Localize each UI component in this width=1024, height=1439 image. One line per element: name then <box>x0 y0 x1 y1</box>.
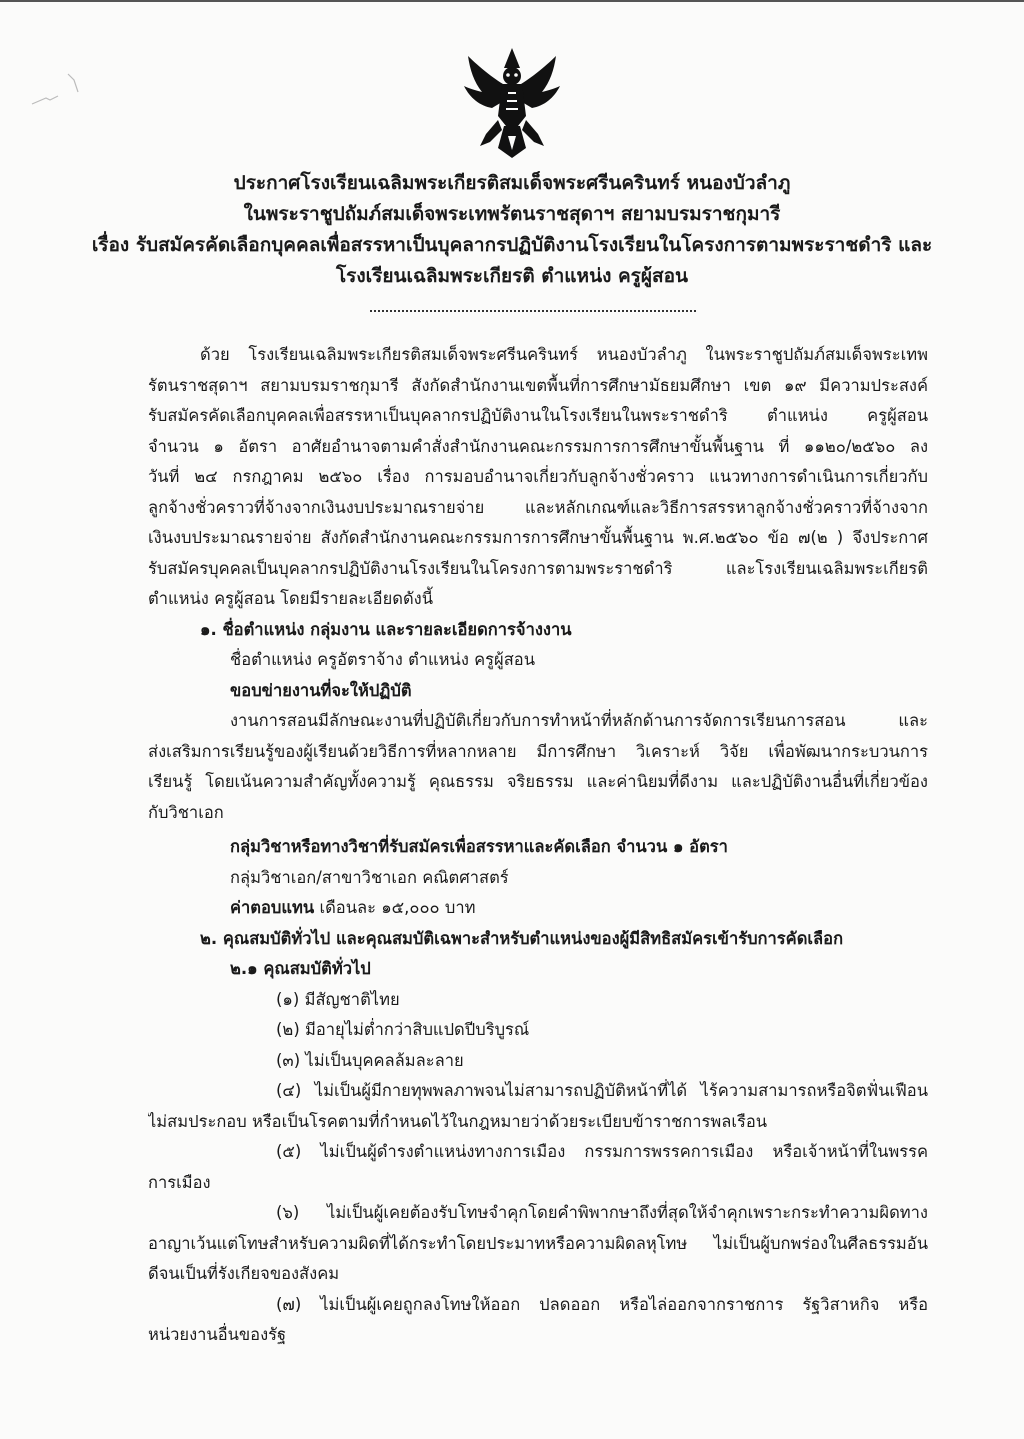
intro-line-7: เงินงบประมาณรายจ่าย สังกัดสำนักงานคณะกรรมการการศึกษาขั้นพื้นฐาน พ.ศ.๒๕๖๐ ข้อ ๗(๒ ) จึงประกาศ <box>148 528 928 547</box>
scope-title: ขอบข่ายงานที่จะให้ปฏิบัติ <box>230 680 412 700</box>
qualification-6-line-1: (๖) ไม่เป็นผู้เคยต้องรับโทษจำคุกโดยคำพิพากษาถึงที่สุดให้จำคุกเพราะกระทำความผิดทาง <box>276 1203 928 1222</box>
section-2-1-title: ๒.๑ คุณสมบัติทั่วไป <box>230 959 371 978</box>
compensation <box>148 893 928 924</box>
scope-line-1: งานการสอนมีลักษณะงานที่ปฏิบัติเกี่ยวกับการทำหน้าที่หลักด้านการจัดการเรียนการสอน และ <box>230 711 928 730</box>
garuda-emblem-icon <box>462 46 562 158</box>
intro-line-2: รัตนราชสุดาฯ สยามบรมราชกุมารี สังกัดสำนักงานเขตพื้นที่การศึกษามัธยมศึกษา เขต ๑๙ มีความประสงค์ <box>148 375 928 395</box>
qualification-7-line-1: (๗) ไม่เป็นผู้เคยถูกลงโทษให้ออก ปลดออก หรือไล่ออกจากราชการ รัฐวิสาหกิจ หรือ <box>276 1294 928 1314</box>
qualification-1: (๑) มีสัญชาติไทย <box>276 989 400 1009</box>
qualification-5-line-1: (๕) ไม่เป็นผู้ดำรงตำแหน่งทางการเมือง กรรมการพรรคการเมือง หรือเจ้าหน้าที่ในพรรค <box>276 1142 928 1161</box>
compensation-value: เดือนละ ๑๕,๐๐๐ บาท <box>314 898 476 917</box>
intro-line-4: จำนวน ๑ อัตรา อาศัยอำนาจตามคำสั่งสำนักงานคณะกรรมการการศึกษาขั้นพื้นฐาน ที่ ๑๑๒๐/๒๕๖๐ ลง <box>148 436 928 456</box>
intro-line-9: ตำแหน่ง ครูผู้สอน โดยมีรายละเอียดดังนี้ <box>148 589 434 608</box>
position-name: ชื่อตำแหน่ง ครูอัตราจ้าง ตำแหน่ง ครูผู้สอน <box>230 650 535 669</box>
scope-line-2: ส่งเสริมการเรียนรู้ของผู้เรียนด้วยวิธีการที่หลากหลาย มีการศึกษา วิเคราะห์ วิจัย เพื่อพัฒนากระบวนการ <box>148 741 928 761</box>
heading-line-4: โรงเรียนเฉลิมพระเกียรติ ตำแหน่ง ครูผู้สอน <box>335 265 689 287</box>
qualification-6-line-2: อาญาเว้นแต่โทษสำหรับความผิดที่ได้กระทำโดยประมาทหรือความผิดลหุโทษ ไม่เป็นผู้บกพร่องในศีลธรรมอัน <box>148 1233 928 1253</box>
scan-edge-line <box>0 0 1024 2</box>
subject-title: กลุ่มวิชาหรือทางวิชาที่รับสมัครเพื่อสรรหาและคัดเลือก จำนวน ๑ อัตรา <box>230 837 728 856</box>
heading-line-2: ในพระราชูปถัมภ์สมเด็จพระเทพรัตนราชสุดาฯ สยามบรมราชกุมารี <box>243 203 781 225</box>
intro-line-8: รับสมัครบุคคลเป็นบุคลากรปฏิบัติงานโรงเรียนในโครงการตามพระราชดำริ และโรงเรียนเฉลิมพระเกียรติ <box>148 558 928 578</box>
qualification-7-line-2: หน่วยงานอื่นของรัฐ <box>148 1325 287 1344</box>
qualification-2: (๒) มีอายุไม่ต่ำกว่าสิบแปดปีบริบูรณ์ <box>276 1020 530 1039</box>
scan-speck <box>28 68 88 108</box>
document-heading <box>60 168 964 292</box>
intro-line-5: วันที่ ๒๔ กรกฎาคม ๒๕๖๐ เรื่อง การมอบอำนาจเกี่ยวกับลูกจ้างชั่วคราว แนวทางการดำเนินการเกี่ยวกับ <box>148 467 928 486</box>
intro-line-3: รับสมัครคัดเลือกบุคคลเพื่อสรรหาเป็นบุคลากรปฏิบัติงานในโรงเรียนในพระราชดำริ ตำแหน่ง ครูผู้สอน <box>148 406 928 425</box>
scope-line-3: เรียนรู้ โดยเน้นความสำคัญทั้งความรู้ คุณธรรม จริยธรรม และค่านิยมที่ดีงาม และปฏิบัติงานอื่นที่เกี่ยวข้อง <box>148 772 928 791</box>
qualification-5-line-2: การเมือง <box>148 1172 211 1192</box>
intro-line-6: ลูกจ้างชั่วคราวที่จ้างจากเงินงบประมาณรายจ่าย และหลักเกณฑ์และวิธีการสรรหาลูกจ้างชั่วคราวที่จ้างจาก <box>148 497 928 517</box>
qualification-6-line-3: ดีจนเป็นที่รังเกียจของสังคม <box>148 1264 340 1283</box>
scope-line-4: กับวิชาเอก <box>148 802 224 822</box>
section-2-title: ๒. คุณสมบัติทั่วไป และคุณสมบัติเฉพาะสำหรับตำแหน่งของผู้มีสิทธิสมัครเข้ารับการคัดเลือก <box>200 928 844 948</box>
heading-line-1: ประกาศโรงเรียนเฉลิมพระเกียรติสมเด็จพระศรีนครินทร์ หนองบัวลำภู <box>233 172 791 194</box>
section-1-title: ๑. ชื่อตำแหน่ง กลุ่มงาน และรายละเอียดการจ้างงาน <box>200 619 572 639</box>
dotted-divider <box>370 306 696 312</box>
qualification-4-line-1: (๔) ไม่เป็นผู้มีกายทุพพลภาพจนไม่สามารถปฏิบัติหน้าที่ได้ ไร้ความสามารถหรือจิตฟั่นเฟือน <box>276 1081 928 1100</box>
qualification-4-line-2: ไม่สมประกอบ หรือเป็นโรคตามที่กำหนดไว้ในกฎหมายว่าด้วยระเบียบข้าราชการพลเรือน <box>148 1111 768 1131</box>
subject-major: กลุ่มวิชาเอก/สาขาวิชาเอก คณิตศาสตร์ <box>230 867 509 887</box>
document-body <box>148 340 928 1351</box>
qualification-3: (๓) ไม่เป็นบุคคลล้มละลาย <box>276 1050 464 1070</box>
intro-line-1: ด้วย โรงเรียนเฉลิมพระเกียรติสมเด็จพระศรีนครินทร์ หนองบัวลำภู ในพระราชูปถัมภ์สมเด็จพระเทพ <box>200 345 928 364</box>
compensation-label: ค่าตอบแทน <box>230 898 315 917</box>
heading-line-3: เรื่อง รับสมัครคัดเลือกบุคคลเพื่อสรรหาเป็นบุคลากรปฏิบัติงานโรงเรียนในโครงการตามพระราชดำริ และ <box>91 234 933 256</box>
